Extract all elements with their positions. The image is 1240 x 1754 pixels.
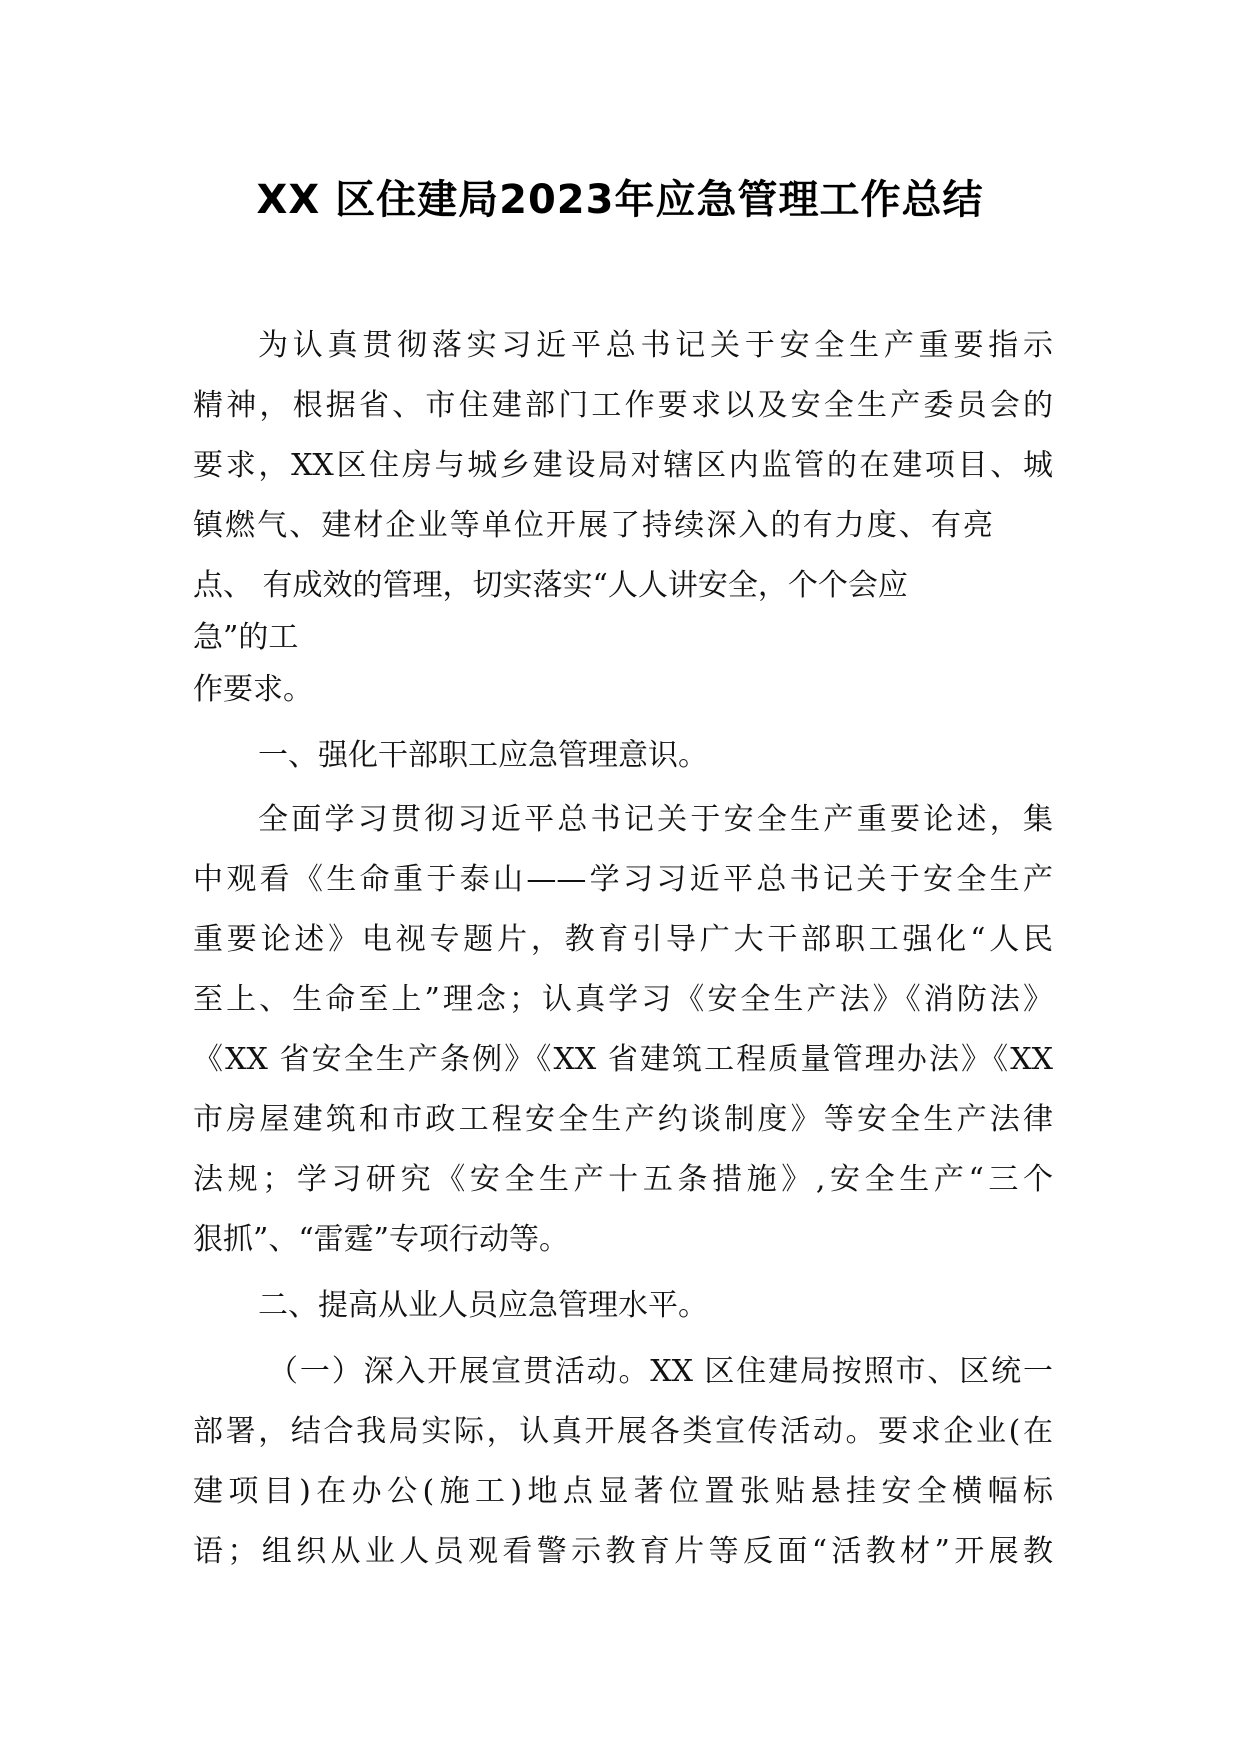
paragraph-line: （一）深入开展宣贯活动。XX 区住建局按照市、区统一 <box>268 1354 1053 1389</box>
paragraph-line: 作要求。 <box>193 672 313 707</box>
paragraph-line: 狠抓”、“雷霆”专项行动等。 <box>193 1222 570 1257</box>
paragraph-line: 中观看《生命重于泰山——学习习近平总书记关于安全生产 <box>193 862 1053 897</box>
paragraph-line: 急”的工 <box>193 620 299 655</box>
paragraph-line: 市房屋建筑和市政工程安全生产约谈制度》等安全生产法律 <box>193 1102 1053 1137</box>
paragraph-line: 为认真贯彻落实习近平总书记关于安全生产重要指示 <box>258 328 1053 363</box>
paragraph-line: 镇燃气、建材企业等单位开展了持续深入的有力度、有亮 <box>193 508 993 543</box>
paragraph-line: 语；组织从业人员观看警示教育片等反面“活教材”开展教 <box>193 1534 1053 1569</box>
paragraph-line: 建项目)在办公(施工)地点显著位置张贴悬挂安全横幅标 <box>193 1474 1053 1509</box>
paragraph-line: 精神，根据省、市住建部门工作要求以及安全生产委员会的 <box>193 388 1053 423</box>
paragraph-line: 《XX 省安全生产条例》《XX 省建筑工程质量管理办法》《XX <box>193 1042 1053 1077</box>
section-heading: 二、提高从业人员应急管理水平。 <box>258 1288 708 1323</box>
paragraph-line: 法规；学习研究《安全生产十五条措施》,安全生产“三个 <box>193 1162 1053 1197</box>
paragraph-line: 至上、生命至上”理念；认真学习《安全生产法》《消防法》 <box>193 982 1053 1017</box>
paragraph-line: 点、 有成效的管理，切实落实“人人讲安全，个个会应 <box>193 568 908 603</box>
paragraph-line: 部署，结合我局实际，认真开展各类宣传活动。要求企业(在 <box>193 1414 1053 1449</box>
paragraph-line: 全面学习贯彻习近平总书记关于安全生产重要论述，集 <box>258 802 1053 837</box>
paragraph-line: 要求，XX区住房与城乡建设局对辖区内监管的在建项目、城 <box>193 448 1053 483</box>
document-title: XX 区住建局2023年应急管理工作总结 <box>256 177 984 223</box>
paragraph-line: 重要论述》电视专题片，教育引导广大干部职工强化“人民 <box>193 922 1053 957</box>
section-heading: 一、强化干部职工应急管理意识。 <box>258 738 708 773</box>
